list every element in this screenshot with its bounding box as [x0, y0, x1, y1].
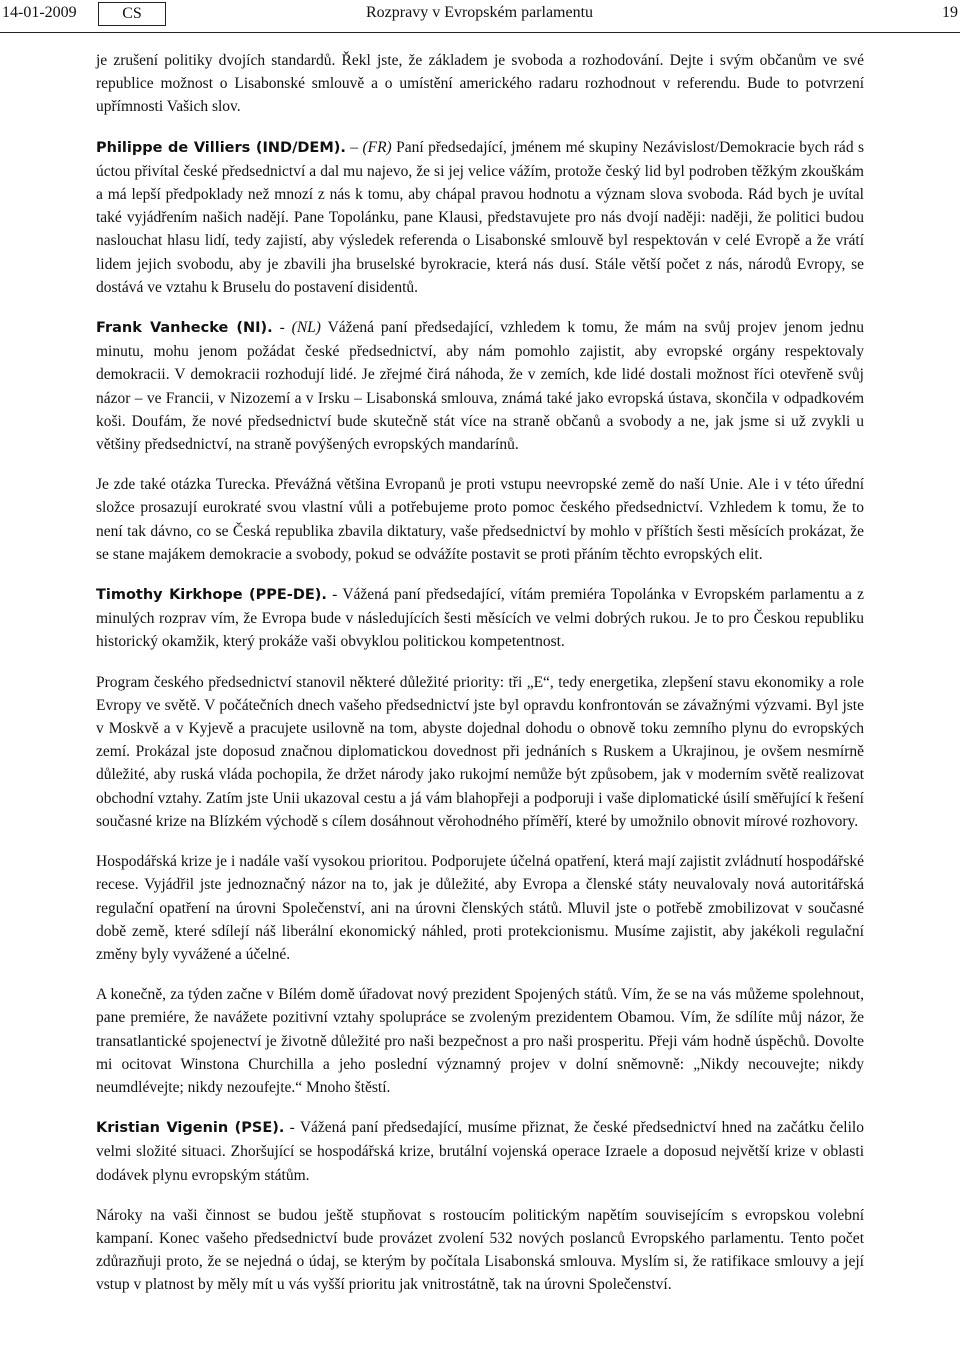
- paragraph-usa: [96, 983, 864, 1099]
- speaker-name: Timothy Kirkhope (PPE-DE).: [96, 587, 327, 604]
- speaker-name: Frank Vanhecke (NI).: [96, 320, 273, 337]
- paragraph-text: Je zde také otázka Turecka. Převážná většina Evropanů je proti vstupu neevropské země do naší Unie. Ale i v této úřední složce prosazují eurokraté svou vlastní vůli a potřebujeme proto pomoc českého předsednictví. Vzhledem k tomu, že to není tak dávno, co se Česká republika zbavila diktatury, vaše předsednictví by mohlo v příštích šesti měsících prokázat, že se stane majákem demokracie a svobody, pokud se odvážíte postavit se proti přáním těchto evropských elit.: [96, 476, 864, 563]
- paragraph-vanhecke: [96, 316, 864, 456]
- paragraph-turkey: [96, 473, 864, 566]
- paragraph-text: Vážená paní předsedající, vzhledem k tomu, že mám na svůj projev jenom jednu minutu, mohu jenom požádat české předsednictví, aby nám pomohlo zajistit, aby evropské orgány respektovaly demokracii. V demokracii rozhodují lidé. Je zřejmé čirá náhoda, že v zemích, kde lidé dostali možnost říci otevřeně svůj názor – ve Francii, v Nizozemí a v Irsku – Lisabonská smlouva, známá také jako evropská ústava, skončila v odpadkovém koši. Doufám, že nové předsednictví bude skutečně stát více na straně občanů a svobody a ne, jak jsme si už zvykli u většiny předsednictví, na straně povýšených evropských mandarínů.: [96, 319, 864, 454]
- paragraph-elections: [96, 1204, 864, 1297]
- speaker-name: Philippe de Villiers (IND/DEM).: [96, 139, 346, 156]
- paragraph-villiers: [96, 136, 864, 299]
- speaker-name: Kristian Vigenin (PSE).: [96, 1120, 285, 1137]
- paragraph-1: [96, 49, 864, 119]
- paragraph-text: - Vážená paní předsedající, vítám premiéra Topolánka v Evropském parlamentu a z minulých rozprav vím, že Evropa bude v následujících šesti měsících ve velmi dobrých rukou. Je to pro Českou republiku historický okamžik, který prokáže vaši obvyklou politickou kompetentnost.: [96, 586, 864, 651]
- document-body: [96, 49, 864, 1311]
- header-date: 14-01-2009: [2, 4, 77, 21]
- paragraph-text: Program českého předsednictví stanovil některé důležité priority: tři „E“, tedy energetika, zlepšení stavu ekonomiky a role Evropy ve světě. V počátečních dnech vašeho předsednictví jste byl opravdu konfrontován se závažnými výzvami. Byl jste v Moskvě a v Kyjevě a pracujete usilovně na tom, abyste dojednal dohodu o obnově toku zemního plynu do evropských zemí. Prokázal jste doposud značnou diplomatickou dovednost při jednáních s Ruskem a Ukrajinou, je ovšem nesmírně důležité, aby ruská vláda pochopila, že držet národy jako rukojmí nemůže být způsobem, jak v moderním světě realizovat obchodní vztahy. Zatím jste Unii ukazoval cestu a já vám blahopřeji a podporuji i vaše diplomatické úsilí směřující k řešení současné krize na Blízkém východě s cílem dosáhnout věrohodného příměří, které by umožnilo obnovit mírové rozhovory.: [96, 673, 864, 830]
- language-tag: - (NL): [272, 319, 321, 337]
- paragraph-text: Nároky na vaši činnost se budou ještě stupňovat s rostoucím politickým napětím souvisejícím s evropskou volební kampaní. Konec vašeho předsednictví bude provázet zvolení 532 nových poslanců Evropského parlamentu. Tento počet zdůrazňuji proto, že se nejedná o údaj, se kterým by počítala Lisabonská smlouva. Myslím si, že ratifikace smlouvy a její vstup v platnost by měly mít u vás vyšší prioritu jak vnitrostátně, tak na úrovni Společenství.: [96, 1206, 864, 1294]
- paragraph-text: je zrušení politiky dvojích standardů. Řekl jste, že základem je svoboda a rozhodování. Dejte i svým občanům ve své republice možnost o Lisabonské smlouvě a o umístění amerického radaru rozhodnout v referendu. Bude to potvrzení upřímnosti Vašich slov.: [96, 52, 864, 116]
- paragraph-priorities: [96, 671, 864, 833]
- publication-title: Rozpravy v Evropském parlamentu: [366, 4, 594, 21]
- language-tag: – (FR): [345, 138, 392, 156]
- paragraph-vigenin: [96, 1116, 864, 1187]
- header-divider: [0, 32, 960, 33]
- paragraph-economy: [96, 850, 864, 966]
- paragraph-kirkhope: [96, 583, 864, 654]
- paragraph-text: - Vážená paní předsedající, musíme přiznat, že české předsednictví hned na začátku čelilo velmi složité situaci. Zhoršující se hospodářská krize, brutální vojenská operace Izraele a doposud největší krize v oblasti dodávek plynu evropským státům.: [96, 1119, 864, 1184]
- paragraph-text: A konečně, za týden začne v Bílém domě úřadovat nový prezident Spojených států. Vím, že se na vás můžeme spolehnout, pane premiére, že navážete pozitivní vztahy spolupráce se zvoleným prezidentem Obamou. Vím, že sdílíte můj názor, že transatlantické spojenectví je životně důležité pro naši bezpečnost a pro naši prosperitu. Přeji vám hodně úspěchů. Dovolte mi ocitovat Winstona Churchilla a jeho poslední významný projev v dolní sněmovně: „Nikdy necouvejte; nikdy neumdlévejte; nikdy nezoufejte.“ Mnoho štěstí.: [96, 986, 864, 1096]
- paragraph-text: Paní předsedající, jménem mé skupiny Nezávislost/Demokracie bych rád s úctou přivítal české předsednictví a dal mu najevo, že si jej velice vážím, protože český lid byl podroben těžkým zkouškám a má lepší předpoklady než mnozí z nás k tomu, aby chápal pravou hodnotu a význam slova svoboda. Rád bych je uvítal také vyjádřením našich nadějí. Pane Topolánku, pane Klausi, představujete pro nás dvojí naději: naději, že politici budou naslouchat hlasu lidí, tedy zajistí, aby výsledek referenda o Lisabonské smlouvě byl respektován v celé Evropě a že vrátí lidem jejich svobodu, aby je zbavili jha bruselské byrokracie, která nás dusí. Stále větší počet z nás, národů Evropy, se dostává ve vztahu k Bruselu do postavení disidentů.: [96, 138, 865, 296]
- page-header: [0, 0, 960, 32]
- language-badge: CS: [98, 2, 166, 26]
- page-number: 19: [942, 4, 958, 21]
- paragraph-text: Hospodářská krize je i nadále vaší vysokou prioritou. Podporujete účelná opatření, která mají zajistit zvládnutí hospodářské recese. Vyjádřil jste jednoznačný názor na to, jak je důležité, aby Evropa a členské státy neuvalovaly nová autoritářská regulační opatření na úrovni Společenství, ani na úrovni členských států. Mluvil jste o potřebě zmobilizovat v současné době země, které sdílejí náš liberální ekonomický náhled, proti protekcionismu. Musíme zajistit, aby jakékoli regulační změny byly vyvážené a účelné.: [96, 853, 864, 963]
